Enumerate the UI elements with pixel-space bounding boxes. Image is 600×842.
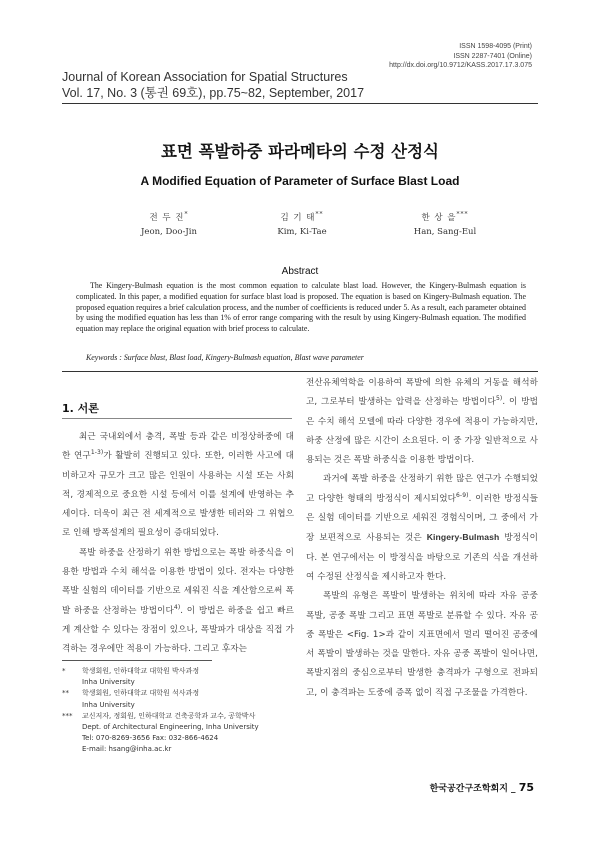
author-3-mark: ***	[456, 211, 469, 219]
abstract-heading: Abstract	[281, 266, 319, 277]
footnote-1: * 학생회원, 인하대학교 대학원 박사과정	[62, 666, 302, 677]
citation: 1-3)	[90, 449, 104, 457]
paragraph: 최근 국내외에서 충격, 폭발 등과 같은 비정상하중에 대한 연구$^{1-3)}$가 활발히 진행되고 있다. 또한, 이러한 사고에 대비하고자 규모가 크고 많은 인원이 사용하는 시설 또는 사회적, 경제적으로 중요한 시설 등에서 이를 설계에 반영하는 추세이다. 더욱이 최근 전 세계적으로 발생한 테러와 그 위협으로 인해 방폭설계의 필요성이 증대되었다.	[62, 432, 294, 539]
author-2-name-en: Kim, Ki-Tae	[277, 227, 327, 237]
footnote-3-phone: Tel: 070-8269-3656 Fax: 032-866-4624	[82, 734, 219, 743]
kingery-bulmash-term: Kingery-Bulmash	[426, 532, 500, 543]
paragraph: 폭발 하중을 산정하기 위한 방법으로는 폭발 하중식을 이용한 방법과 수치 해석을 이용한 방법이 있다. 전자는 다양한 폭발 실험의 데이터를 기반으로 세워진 식을 계산함으로써 폭발 하중을 산정하는 방법이다$^{4)}$. 이 방법은 하중을 쉽고 빠르게 계산할 수 있다는 장점이 있으나, 폭발파가 대상을 직접 가격하는 경우에만 적용이 가능하다. 그리고 후자는	[62, 547, 294, 655]
footnote-1-affiliation: Inha University	[82, 678, 135, 687]
page-footer	[430, 781, 534, 794]
footnote-3: *** 교신저자, 정회원, 인하대학교 건축공학과 교수, 공학박사	[62, 711, 302, 722]
footnote-mark: **	[62, 689, 69, 698]
keywords-text: Surface blast, Blast load, Kingery-Bulmash equation, Blast wave parameter	[123, 353, 364, 362]
footnote-rule	[62, 660, 212, 661]
author-1-name-kr: 전 두 진	[149, 213, 185, 223]
right-column	[306, 374, 538, 703]
author-2-mark: **	[315, 211, 324, 219]
doi-link[interactable]: http://dx.doi.org/10.9712/KASS.2017.17.3.075	[389, 62, 532, 69]
footnote-2-affiliation: Inha University	[82, 700, 135, 709]
author-2	[232, 211, 372, 239]
journal-header	[62, 69, 364, 101]
header-divider	[62, 103, 538, 104]
left-column	[62, 428, 294, 660]
footnote-3-email[interactable]: E-mail: hsang@inha.ac.kr	[82, 745, 172, 754]
abstract-text: The Kingery-Bulmash equation is the most common equation to calculate blast load. However, the Kingery-Bulmash equation is complicated. In this paper, a modified equation for surface blast load is proposed. The equation is based on Kingery-Bulmash equation. The proposed equation requires a brief calculation process, and the number of coefficients is reduced under 5. As a result, each parameter obtained by using the modified equation has less than 1% of error range comparing with the result by using Kingery-Bulmash equation. The modified equation may replace the original equation with brief process to calculate.	[76, 281, 526, 334]
author-1	[99, 211, 239, 239]
section-rule	[62, 418, 292, 419]
paragraph: 전산유체역학을 이용하여 폭발에 의한 유체의 거동을 해석하고, 그로부터 발생하는 압력을 산정하는 방법이다$^{5)}$. 이 방법은 수치 해석 모델에 따라 다양한 경우에 적용이 가능하지만, 하중 산정에 많은 시간이 소요된다. 이 중 가장 일반적으로 사용되는 것은 폭발 하중식을 이용한 방법이다.	[306, 378, 539, 466]
paragraph: 과거에 폭발 하중을 산정하기 위한 많은 연구가 수행되었고 다양한 형태의 방정식이 제시되었다$^{6-9)}$. 이러한 방정식들은 실험 데이터를 기반으로 세워진 경험식이며, 그 중에서 가장 보편적으로 사용되는 것은 Kingery-Bulmash 방정식이다. 본 연구에서는 이 방정식을 바탕으로 기존의 식을 개선하여 수정된 산정식을 제시하고자 한다.	[306, 474, 538, 582]
journal-name: Journal of Korean Association for Spatial Structures	[62, 70, 348, 84]
footer-journal: 한국공간구조학회지 _	[429, 784, 519, 794]
footnote-mark: *	[62, 667, 66, 675]
citation: 4)	[173, 603, 181, 611]
volume-info: Vol. 17, No. 3 (통권 69호), pp.75~82, September, 2017	[62, 86, 365, 100]
issn-print: ISSN 1598-4095 (Print)	[459, 43, 532, 50]
paragraph: 폭발의 유형은 폭발이 발생하는 위치에 따라 자유 공중 폭발, 공중 폭발 그리고 표면 폭발로 분류할 수 있다. 자유 공중 폭발은 <Fig. 1>과 같이 지표면에서 멀리 떨어진 공중에서 폭발이 발생하는 것을 말한다. 자유 공중 폭발이 일어나면, 폭발지점의 중심으로부터 발생한 충격파가 구형으로 전파되고, 이 충격파는 도중에 증폭 없이 직접 구조물을 가격한다.	[306, 591, 538, 698]
author-2-name-kr: 김 기 태	[280, 213, 316, 223]
author-3-name-kr: 한 상 을	[421, 213, 457, 223]
author-3-name-en: Han, Sang-Eul	[413, 227, 477, 237]
footnote-mark: ***	[62, 711, 73, 720]
author-1-name-en: Jeon, Doo-Jin	[141, 227, 197, 237]
page-number: 75	[518, 781, 534, 794]
issn-online: ISSN 2287-7401 (Online)	[453, 52, 532, 60]
author-3	[375, 211, 515, 239]
citation: 6-9)	[456, 491, 469, 499]
footnote-2: ** 학생회원, 인하대학교 대학원 석사과정	[62, 688, 302, 699]
footnotes	[62, 666, 302, 756]
issn-block	[389, 42, 532, 71]
abstract-divider	[62, 371, 538, 372]
footnote-3-affiliation: Dept. of Architectural Engineering, Inha University	[82, 723, 259, 732]
citation: 5)	[495, 395, 503, 403]
title-korean: 표면 폭발하중 파라메타의 수정 산정식	[160, 142, 439, 161]
keywords-label: Keywords :	[86, 353, 124, 362]
keywords	[86, 353, 536, 362]
author-1-mark: *	[184, 211, 189, 219]
title-english: A Modified Equation of Parameter of Surface Blast Load	[140, 174, 460, 188]
section-heading: 1. 서론	[62, 402, 99, 415]
